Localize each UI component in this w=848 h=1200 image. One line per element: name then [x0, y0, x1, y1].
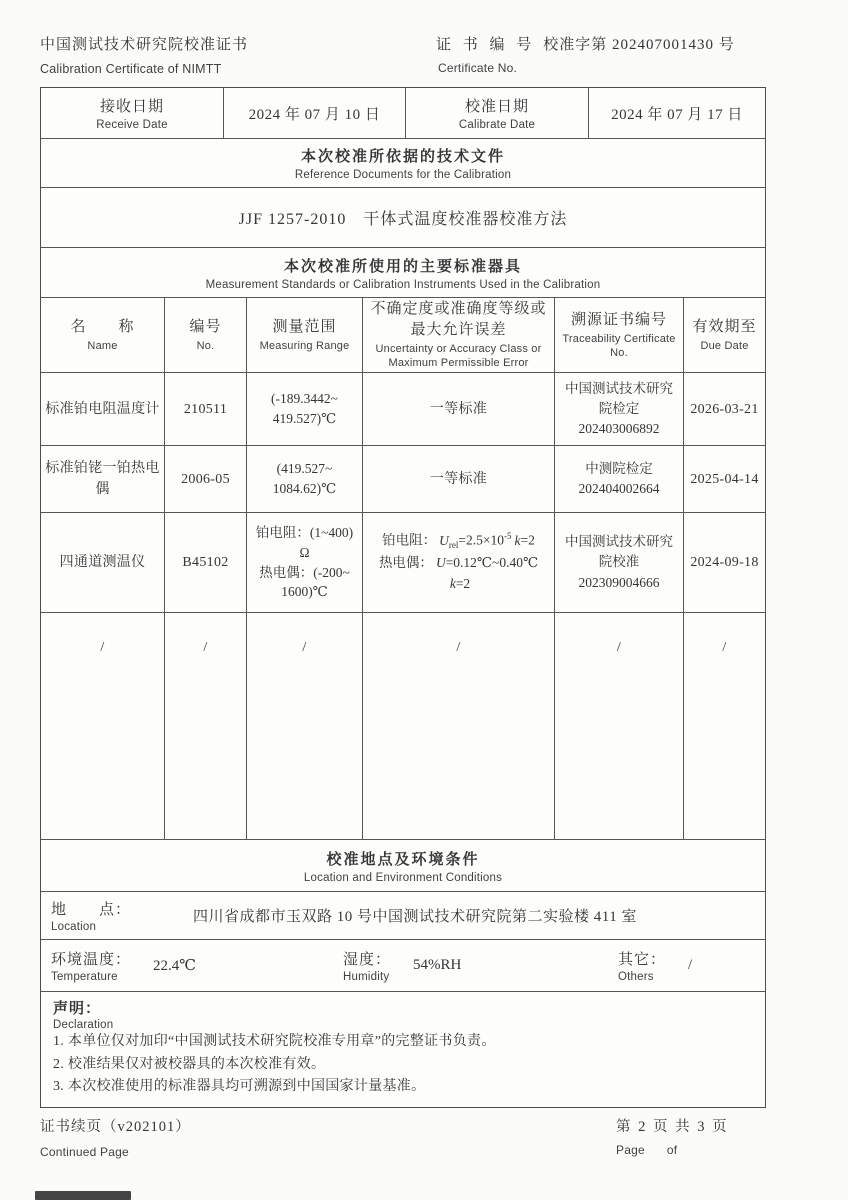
dates-row	[41, 88, 765, 138]
traceability-cell: 中国测试技术研究 院校准 202309004666	[555, 513, 684, 612]
page-number-zh: 第 2 页 共 3 页	[616, 1119, 729, 1135]
location-label-zh: 地 点：	[51, 902, 132, 918]
standards-heading-zh: 本次校准所使用的主要标准器具	[283, 258, 522, 275]
certificate-number-label-zh: 证 书 编 号	[436, 37, 536, 53]
standards-column-header-row	[41, 297, 765, 372]
table-row	[41, 372, 765, 445]
column-header-due-date	[684, 298, 765, 372]
page-number-block	[616, 1115, 766, 1159]
column-header-uncertainty-zh-line1: 不确定度或准确度等级或	[370, 301, 547, 318]
column-header-name-en: Name	[87, 339, 118, 352]
uncertainty-cell: 铂电阻： $U_{rel}=2.5\times 10^{-5}$ k=2 热电偶： U=0.12℃~0.40℃ k=2	[363, 513, 555, 612]
humidity-value: 54%RH	[413, 957, 462, 973]
column-header-uncertainty-en: Uncertainty or Accuracy Class or Maximum Permissible Error	[375, 342, 542, 370]
location-label-en: Location	[51, 921, 97, 933]
uncertainty-cell: 一等标准	[363, 373, 555, 445]
declaration-section	[41, 991, 765, 1107]
measuring-range-cell: 铂电阻：(1~400) Ω 热电偶：(-200~ 1600)℃	[247, 513, 363, 612]
others-label-en: Others	[618, 971, 654, 983]
standards-heading	[41, 247, 765, 297]
environment-row	[41, 939, 765, 991]
temperature-value: 22.4℃	[153, 958, 197, 974]
certificate-title-zh: 中国测试技术研究院校准证书	[40, 37, 249, 53]
declaration-item: 1. 本单位仅对加印“中国测试技术研究院校准专用章”的完整证书负责。	[53, 1034, 496, 1049]
traceability-cell: /	[555, 613, 684, 839]
reference-documents-heading	[41, 138, 765, 187]
column-header-name-zh: 名 称	[70, 318, 135, 335]
location-heading-zh: 校准地点及环境条件	[326, 851, 480, 868]
receive-date-value: 2024 年 07 月 10 日	[248, 106, 381, 123]
reference-document-text: JJF 1257-2010 干体式温度校准器校准方法	[238, 211, 568, 228]
standard-name-cell: /	[41, 613, 165, 839]
receive-date-label-cell	[41, 88, 224, 138]
declaration-item: 3. 本次校准使用的标准器具均可溯源到中国国家计量基准。	[53, 1079, 426, 1095]
calibrate-date-label-cell	[406, 88, 589, 138]
page-number-en	[616, 1143, 766, 1157]
others-group	[618, 948, 755, 983]
table-row	[41, 445, 765, 512]
column-header-range	[247, 298, 363, 372]
temperature-label-zh: 环境温度：	[51, 952, 132, 968]
column-header-uncertainty	[363, 298, 555, 372]
measuring-range-cell: (-189.3442~ 419.527)℃	[247, 373, 363, 445]
column-header-range-en: Measuring Range	[259, 339, 350, 352]
continued-page-en: Continued Page	[40, 1145, 129, 1159]
uncertainty-cell: /	[363, 613, 555, 839]
due-date-cell: 2024-09-18	[690, 555, 759, 570]
column-header-traceability-zh: 溯源证书编号	[570, 311, 667, 328]
document-header	[40, 33, 766, 76]
uncertainty-cell: 一等标准	[363, 446, 555, 512]
standard-name-cell: 标准铂铑一铂热电偶	[41, 446, 165, 512]
standard-name-cell: 四通道测温仪	[41, 513, 165, 612]
certificate-title-block	[40, 33, 248, 76]
certificate-title-en: Calibration Certificate of NIMTT	[40, 62, 222, 76]
table-row	[41, 612, 765, 839]
due-date-cell: 2025-04-14	[690, 471, 759, 487]
due-date-cell: 2026-03-21	[690, 401, 759, 417]
declaration-item: 2. 校准结果仅对被校器具的本次校准有效。	[53, 1056, 326, 1072]
due-date-cell: /	[722, 640, 727, 655]
column-header-uncertainty-zh-line2: 最大允许误差	[410, 321, 507, 338]
declaration-label-zh: 声明：	[53, 1001, 102, 1017]
certificate-number-value: 校准字第 202407001430 号	[543, 37, 735, 53]
certificate-table	[40, 87, 766, 1108]
of-label: of	[666, 1143, 678, 1157]
column-header-due-date-zh: 有效期至	[692, 318, 757, 335]
page-label: Page	[616, 1143, 645, 1157]
continued-page-block	[40, 1115, 191, 1159]
table-row	[41, 512, 765, 612]
column-header-uncertainty-zh	[370, 299, 546, 340]
standard-no-cell: B45102	[165, 513, 247, 612]
location-label-block	[51, 898, 131, 933]
reference-heading-zh: 本次校准所依据的技术文件	[300, 149, 505, 165]
humidity-label-en: Humidity	[343, 971, 390, 983]
measuring-range-cell: (419.527~ 1084.62)℃	[247, 446, 363, 512]
column-header-name	[41, 298, 165, 372]
column-header-traceability-en: Traceability Certificate No.	[562, 332, 676, 360]
humidity-label-zh: 湿度：	[343, 952, 392, 968]
calibrate-date-label-zh: 校准日期	[464, 99, 529, 115]
standards-heading-en: Measurement Standards or Calibration Instruments Used in the Calibration	[205, 278, 601, 291]
location-heading-en: Location and Environment Conditions	[303, 871, 503, 884]
column-header-no-zh: 编号	[189, 318, 222, 335]
column-header-due-date-en: Due Date	[700, 339, 749, 352]
traceability-cell: 中国测试技术研究 院检定 202403006892	[555, 373, 684, 445]
document-footer	[40, 1115, 766, 1159]
certificate-number-label-en: Certificate No.	[438, 61, 518, 75]
certificate-number-block	[436, 33, 766, 76]
calibrate-date-label-en: Calibrate Date	[458, 119, 536, 131]
others-label-zh: 其它：	[618, 952, 667, 968]
column-header-no-en: No.	[196, 339, 215, 352]
temperature-label-en: Temperature	[51, 971, 118, 983]
location-heading	[41, 839, 765, 891]
standard-no-cell: 210511	[165, 373, 247, 445]
humidity-group	[343, 948, 618, 983]
column-header-range-zh: 测量范围	[272, 318, 337, 335]
declaration-label-en: Declaration	[53, 1019, 114, 1031]
standard-no-cell: 2006-05	[165, 446, 247, 512]
column-header-no	[165, 298, 247, 372]
receive-date-label-en: Receive Date	[96, 119, 168, 131]
receive-date-value-cell	[224, 88, 406, 138]
receive-date-label-zh: 接收日期	[99, 99, 164, 115]
temperature-group	[51, 948, 343, 983]
calibrate-date-value: 2024 年 07 月 17 日	[611, 106, 743, 123]
reference-documents-content	[41, 187, 765, 247]
others-value: /	[688, 957, 693, 973]
standard-name-cell: 标准铂电阻温度计	[41, 373, 165, 445]
scan-artifact-bar	[35, 1191, 131, 1200]
location-row	[41, 891, 765, 939]
calibrate-date-value-cell	[589, 88, 765, 138]
continued-page-zh: 证书续页（v202101）	[40, 1119, 191, 1135]
column-header-traceability	[555, 298, 684, 372]
traceability-cell: 中测院检定 202404002664	[555, 446, 684, 512]
reference-heading-en: Reference Documents for the Calibration	[294, 169, 512, 181]
location-value: 四川省成都市玉双路 10 号中国测试技术研究院第二实验楼 411 室	[193, 909, 637, 925]
measuring-range-cell: /	[247, 613, 363, 839]
standard-no-cell: /	[165, 613, 247, 839]
